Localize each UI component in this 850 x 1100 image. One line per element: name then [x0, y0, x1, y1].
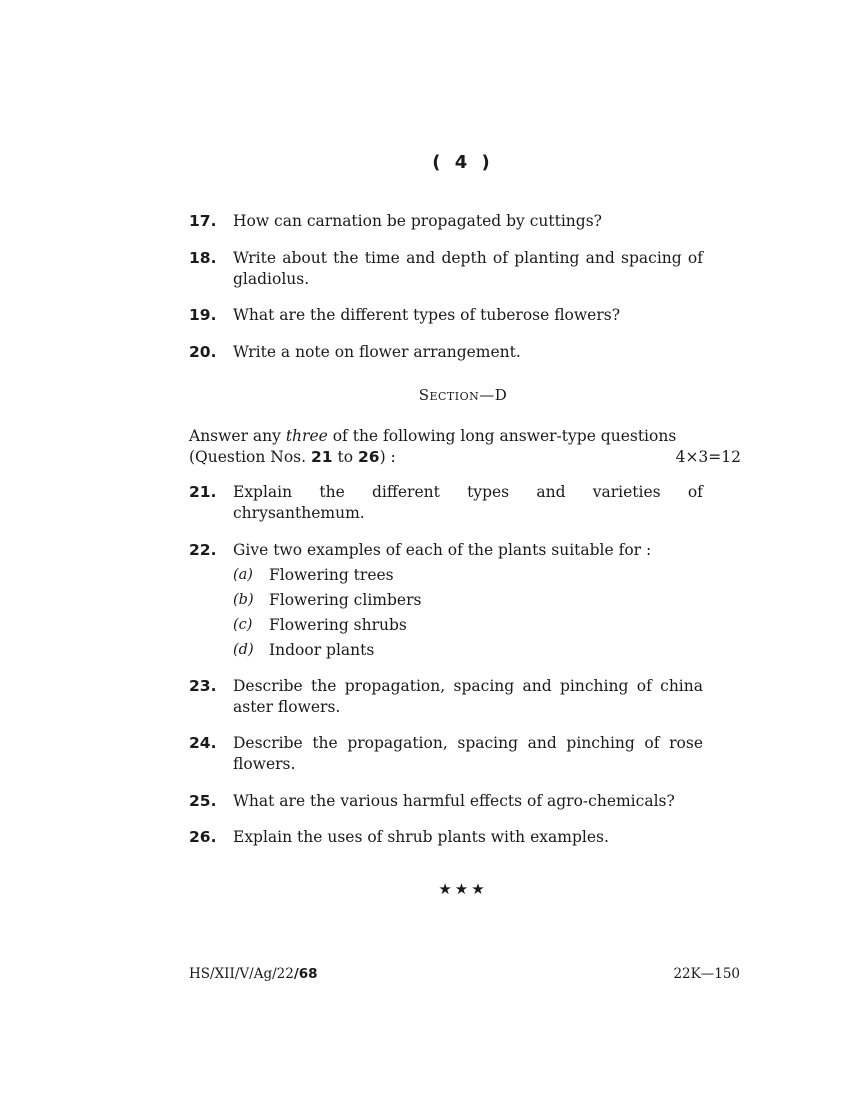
sub-question-label: (a) [233, 567, 253, 583]
marks-allocation: 4×3=12 [675, 448, 741, 466]
range-start: 21 [311, 448, 333, 466]
question-range [189, 447, 396, 468]
word: types [467, 483, 510, 501]
sub-question [233, 565, 703, 590]
word: and [536, 483, 566, 501]
paper-code-suffix: /68 [293, 966, 318, 982]
word: the [319, 483, 345, 501]
question-number: 24. [189, 734, 217, 752]
question-text: Describe the propagation, spacing and pinching of rose flowers. [233, 734, 703, 773]
end-of-paper-stars: ★★★ [438, 880, 488, 898]
question-number: 25. [189, 792, 217, 810]
question-text: Write a note on flower arrangement. [233, 343, 521, 361]
instruction-emphasis: three [285, 427, 328, 445]
print-code: 22K—150 [673, 966, 740, 982]
sub-question-text: Flowering shrubs [269, 616, 407, 634]
question-number: 17. [189, 212, 217, 230]
instruction-line [189, 426, 703, 447]
question-number: 23. [189, 677, 217, 695]
question-text: Give two examples of each of the plants suitable for : [233, 541, 652, 559]
instruction-text: of the following long answer-type questions [327, 427, 677, 445]
range-end: 26 [358, 448, 380, 466]
word: Explain [233, 483, 293, 501]
question-number: 18. [189, 249, 217, 267]
paper-code-prefix: HS/XII/V/Ag/22 [189, 966, 294, 982]
instruction-line [189, 447, 741, 468]
section-instruction [189, 426, 741, 468]
sub-question-text: Indoor plants [269, 641, 375, 659]
question-20 [189, 342, 703, 363]
word: of [687, 483, 703, 501]
question-text: What are the various harmful effects of agro-chemicals? [233, 792, 675, 810]
question-text: Describe the propagation, spacing and pinching of china aster flowers. [233, 677, 703, 716]
question-text: Explain the uses of shrub plants with examples. [233, 828, 609, 846]
sub-question [233, 640, 703, 665]
question-text: What are the different types of tuberose flowers? [233, 306, 621, 324]
sub-question-text: Flowering climbers [269, 591, 422, 609]
question-24 [189, 733, 703, 775]
instruction-text: to [332, 448, 358, 466]
question-text-line: chrysanthemum. [233, 504, 365, 522]
sub-question [233, 615, 703, 640]
question-22 [189, 540, 703, 665]
word: varieties [592, 483, 661, 501]
question-25 [189, 791, 703, 812]
question-23 [189, 676, 703, 718]
question-number: 26. [189, 828, 217, 846]
question-text: How can carnation be propagated by cuttings? [233, 212, 602, 230]
question-number: 22. [189, 541, 217, 559]
sub-question-list [233, 565, 703, 665]
question-text-line [233, 482, 703, 503]
question-18 [189, 248, 703, 290]
sub-question-label: (b) [233, 592, 254, 608]
sub-question-text: Flowering trees [269, 566, 394, 584]
instruction-text: Answer any [189, 427, 286, 445]
instruction-text: ) : [379, 448, 396, 466]
sub-question-label: (d) [233, 642, 254, 658]
section-heading: Section—D [418, 386, 508, 404]
sub-question-label: (c) [233, 617, 253, 633]
question-text: Write about the time and depth of planting and spacing of gladiolus. [233, 249, 703, 288]
page-number: ( 4 ) [432, 152, 494, 173]
question-26 [189, 827, 703, 848]
question-number: 21. [189, 483, 217, 501]
question-19 [189, 305, 703, 326]
word: different [371, 483, 440, 501]
instruction-text: (Question Nos. [189, 448, 311, 466]
question-number: 20. [189, 343, 217, 361]
sub-question [233, 590, 703, 615]
paper-code [189, 966, 318, 982]
question-21 [189, 482, 703, 524]
question-number: 19. [189, 306, 217, 324]
question-17 [189, 211, 703, 232]
